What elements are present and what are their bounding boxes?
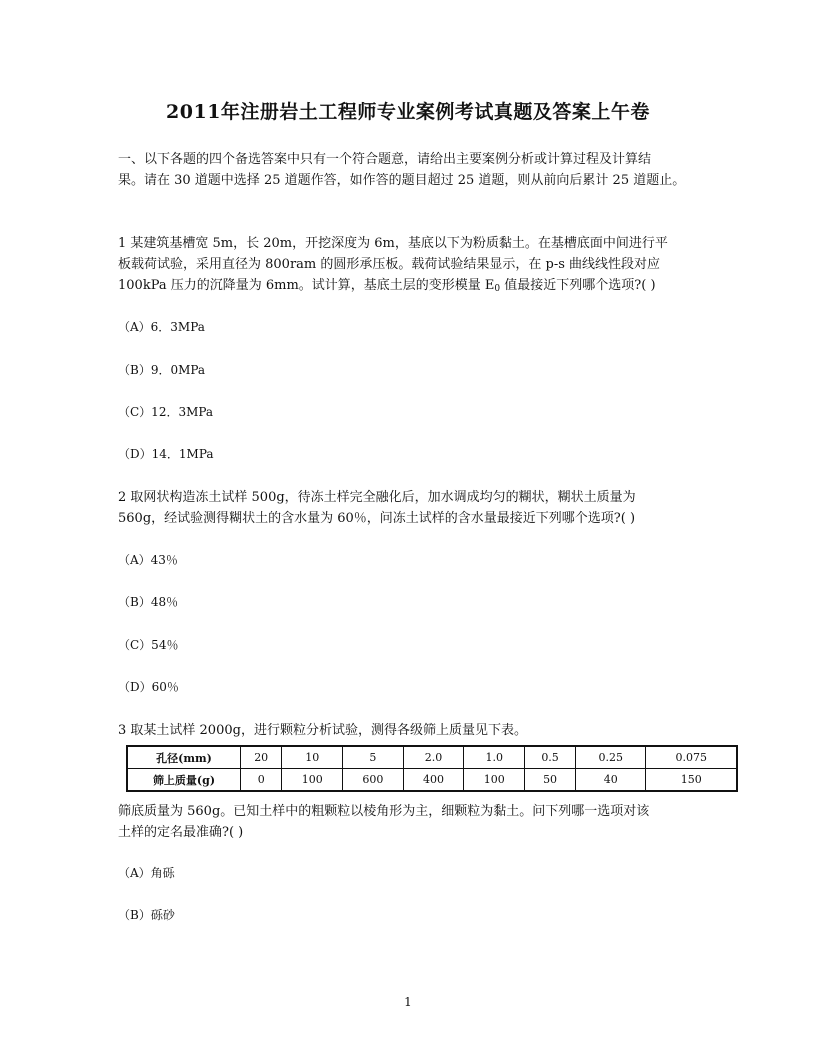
question-3-continued: [118, 801, 708, 843]
row-header: 孔径(mm): [127, 746, 241, 769]
intro-line: 一、以下各题的四个备选答案中只有一个符合题意，请给出主要案例分析或计算过程及计算结: [118, 152, 652, 167]
table-cell: 150: [646, 769, 737, 792]
document-title: 2011年注册岩土工程师专业案例考试真题及答案上午卷: [166, 101, 650, 123]
q2-option-a: （A）43％: [118, 553, 178, 567]
row-header: 筛上质量(g): [127, 769, 241, 792]
page-number: 1: [404, 995, 412, 1009]
question-line: 筛底质量为 560g。已知土样中的粗颗粒以棱角形为主，细颗粒为黏土。问下列哪一选项对该: [118, 804, 650, 819]
question-line: 1 某建筑基槽宽 5m，长 20m，开挖深度为 6m，基底以下为粉质黏土。在基槽底面中间进行平: [118, 236, 668, 251]
table-cell: 1.0: [464, 746, 525, 769]
table-cell: 20: [241, 746, 282, 769]
table-cell: 100: [282, 769, 343, 792]
q3-option-a: （A）角砾: [118, 866, 175, 880]
intro-line: 果。请在 30 道题中选择 25 道题作答，如作答的题目超过 25 道题，则从前向后累计 25 道题止。: [118, 173, 686, 188]
question-3: [118, 720, 708, 741]
table-cell: 50: [525, 769, 576, 792]
table-cell: 0.075: [646, 746, 737, 769]
table-row: [127, 769, 737, 792]
table-row: [127, 746, 737, 769]
q1-option-b: （B）9．0MPa: [118, 363, 206, 377]
question-line: 3 取某土试样 2000g，进行颗粒分析试验，测得各级筛上质量见下表。: [118, 723, 527, 738]
q1-option-a: （A）6．3MPa: [118, 320, 205, 334]
table-cell: 10: [282, 746, 343, 769]
q2-option-d: （D）60％: [118, 680, 179, 694]
sieve-table: [126, 745, 738, 792]
table-cell: 400: [403, 769, 464, 792]
table-cell: 100: [464, 769, 525, 792]
table-cell: 0: [241, 769, 282, 792]
question-2: [118, 487, 708, 529]
table-cell: 40: [576, 769, 646, 792]
question-line: 100kPa 压力的沉降量为 6mm。试计算，基底土层的变形模量 $E_0$ 值最接近下列哪个选项?( ): [118, 278, 656, 294]
table-cell: 600: [343, 769, 404, 792]
q2-option-b: （B）48％: [118, 595, 179, 609]
q1-option-d: （D）14．1MPa: [118, 447, 214, 461]
question-line: 板载荷试验，采用直径为 800ram 的圆形承压板。载荷试验结果显示，在 p-s 曲线线性段对应: [118, 257, 661, 272]
table-cell: 2.0: [403, 746, 464, 769]
q2-option-c: （C）54％: [118, 638, 179, 652]
table-cell: 0.5: [525, 746, 576, 769]
intro-paragraph: [118, 149, 708, 191]
subscript: 0: [494, 284, 501, 294]
table-cell: 5: [343, 746, 404, 769]
table-cell: 0.25: [576, 746, 646, 769]
question-line: 2 取网状构造冻土试样 500g，待冻土样完全融化后，加水调成均匀的糊状，糊状土质量为: [118, 490, 636, 505]
question-1: [118, 233, 708, 300]
q1-option-c: （C）12．3MPa: [118, 405, 214, 419]
q3-option-b: （B）砾砂: [118, 908, 175, 922]
question-line: 土样的定名最准确?( ): [118, 825, 244, 840]
question-line: 560g，经试验测得糊状土的含水量为 60％，问冻土试样的含水量最接近下列哪个选项?( ): [118, 511, 636, 526]
